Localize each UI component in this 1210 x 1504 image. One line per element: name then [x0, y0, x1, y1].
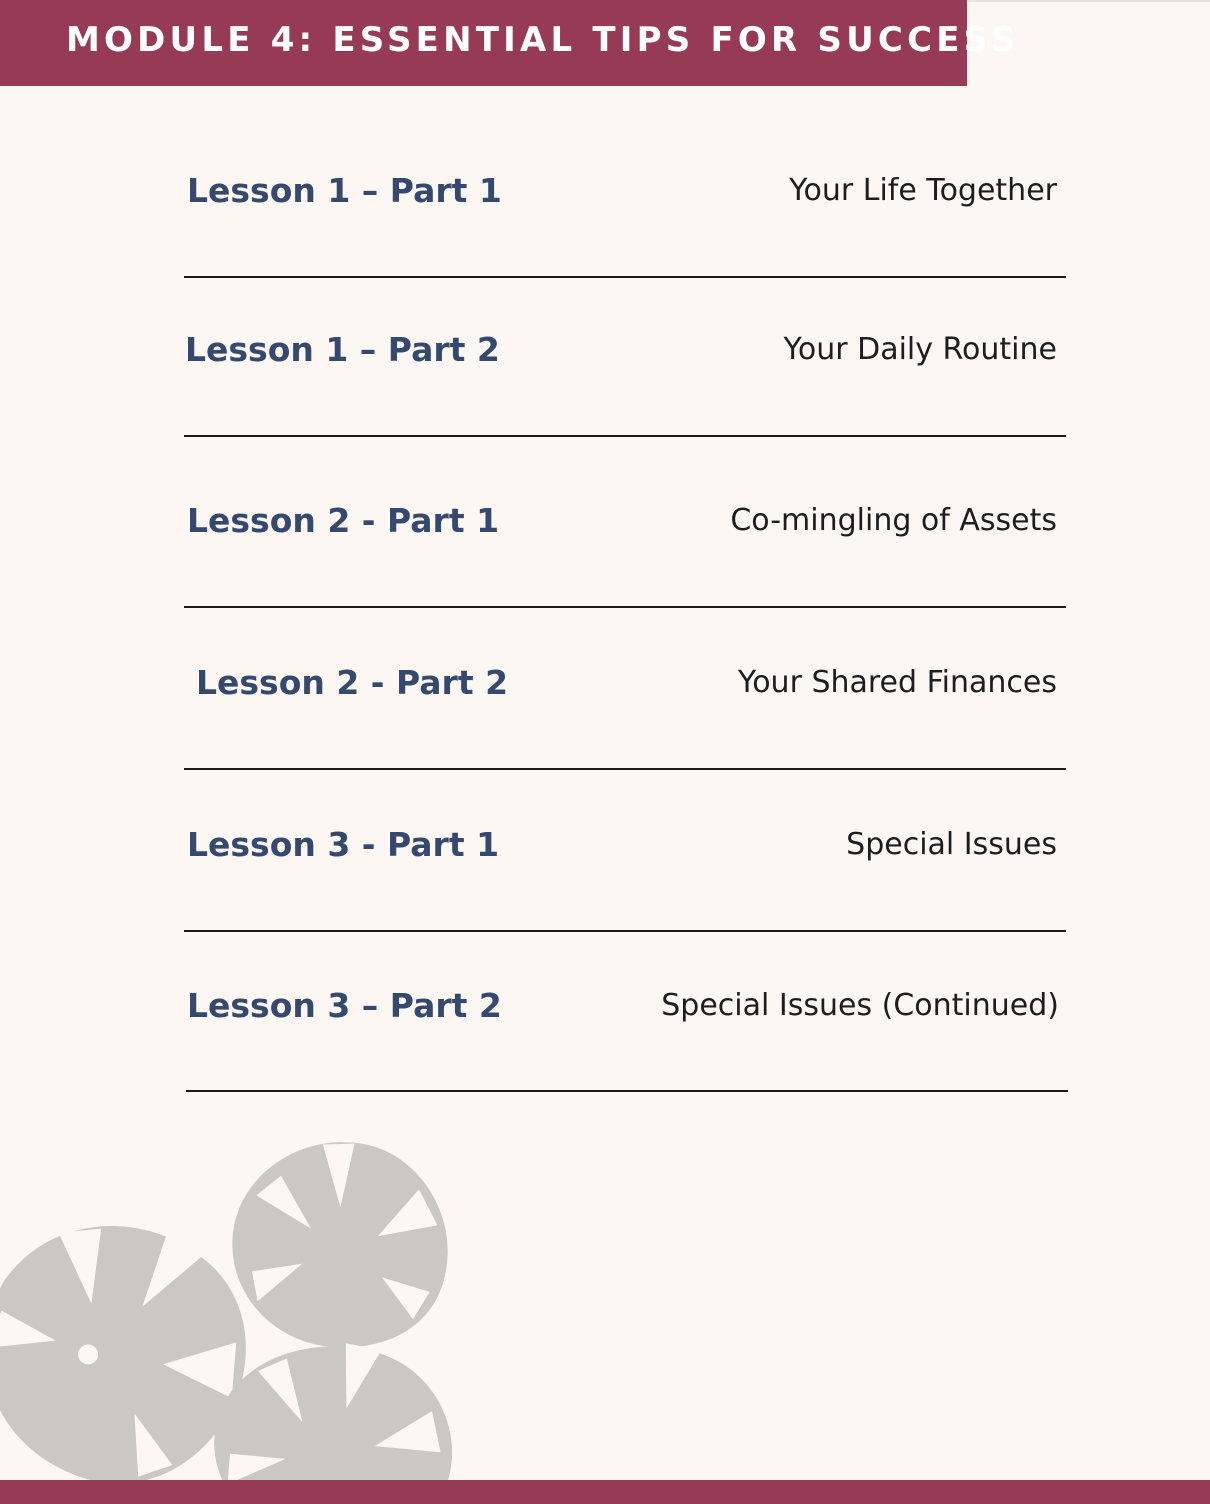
lesson-divider [184, 435, 1066, 437]
lesson-topic: Special Issues (Continued) [661, 988, 1059, 1023]
lesson-row[interactable] [184, 500, 1066, 610]
lesson-topic: Your Daily Routine [783, 332, 1057, 367]
lesson-row[interactable] [184, 824, 1066, 934]
lesson-divider [184, 276, 1066, 278]
lesson-label[interactable]: Lesson 2 - Part 1 [187, 501, 500, 540]
lesson-label[interactable]: Lesson 3 – Part 2 [187, 986, 502, 1025]
lesson-divider [186, 1090, 1068, 1092]
lesson-topic: Your Life Together [789, 173, 1057, 208]
lesson-divider [184, 930, 1066, 932]
lesson-row[interactable] [186, 985, 1068, 1095]
lesson-label[interactable]: Lesson 3 - Part 1 [187, 825, 500, 864]
monstera-leaf-shadow-icon [0, 1130, 520, 1480]
lesson-divider [184, 768, 1066, 770]
lesson-label[interactable]: Lesson 1 – Part 1 [187, 171, 502, 210]
lesson-row[interactable] [184, 662, 1066, 772]
lesson-topic: Your Shared Finances [737, 665, 1057, 700]
lesson-topic: Co-mingling of Assets [730, 503, 1057, 538]
module-title: MODULE 4: ESSENTIAL TIPS FOR SUCCESS [66, 20, 1020, 60]
lesson-row[interactable] [184, 329, 1066, 439]
footer-band [0, 1480, 1210, 1504]
lesson-topic: Special Issues [846, 827, 1057, 862]
lesson-divider [184, 606, 1066, 608]
lesson-row[interactable] [184, 170, 1066, 280]
lesson-label[interactable]: Lesson 2 - Part 2 [196, 663, 509, 702]
lesson-label[interactable]: Lesson 1 – Part 2 [185, 330, 500, 369]
